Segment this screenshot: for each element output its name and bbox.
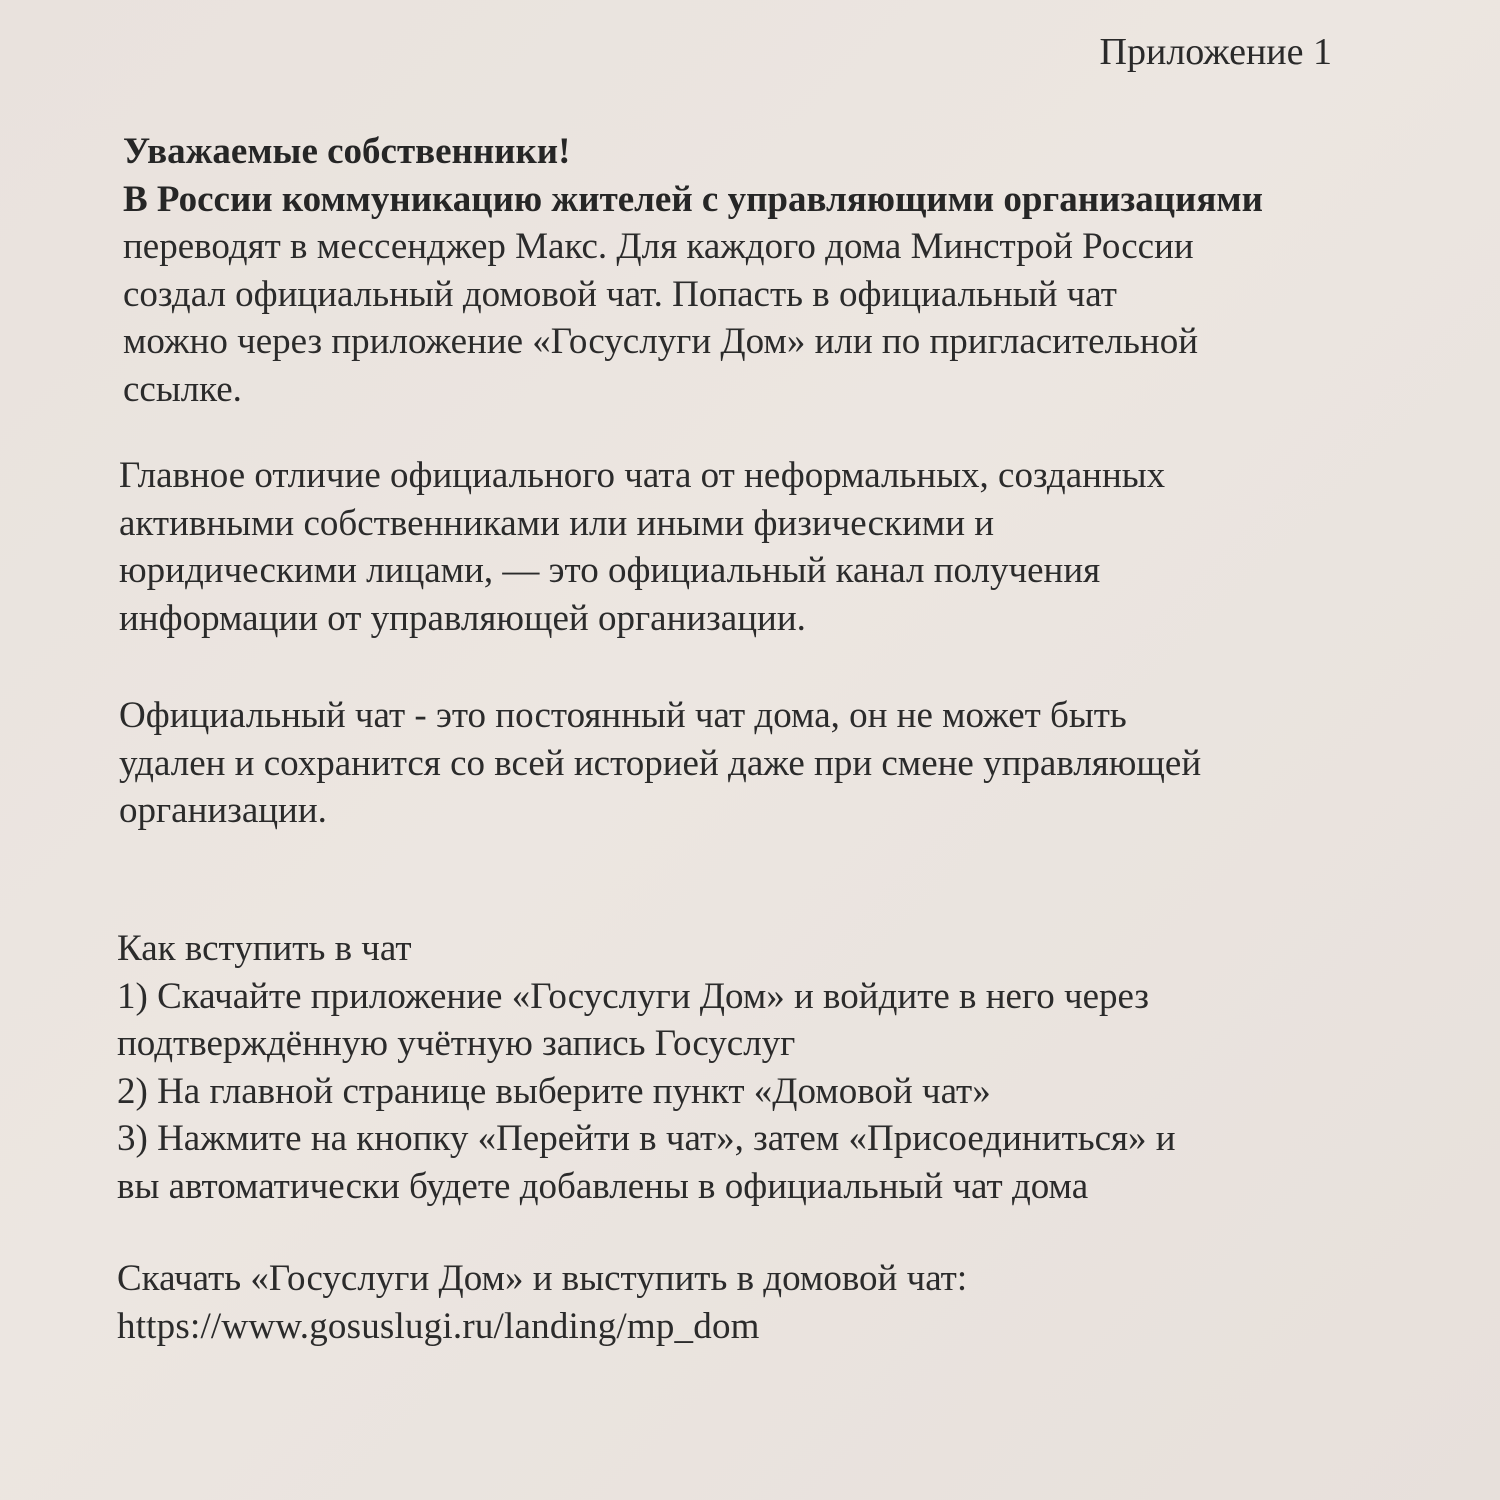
appendix-label: Приложение 1 [1099, 31, 1332, 73]
howto-step-line: 2) На главной странице выберите пункт «Домовой чат» [117, 1070, 991, 1112]
permanence-paragraph [119, 692, 1201, 835]
howto-step-line: 3) Нажмите на кнопку «Перейти в чат», затем «Присоединиться» и [117, 1118, 1176, 1159]
paragraph-line: организации. [119, 790, 327, 831]
howto-section [117, 925, 1176, 1210]
paragraph-line: информации от управляющей организации. [119, 597, 806, 639]
intro-line: В России коммуникацию жителей с управляющими организациями [123, 178, 1263, 220]
paragraph-line: Главное отличие официального чата от неформальных, созданных [119, 455, 1166, 496]
download-text: Скачать «Госуслуги Дом» и выступить в домовой чат: [117, 1258, 968, 1299]
greeting: Уважаемые собственники! [123, 131, 571, 172]
paragraph-line: удален и сохранится со всей историей даже при смене управляющей [119, 742, 1202, 784]
intro-line: можно через приложение «Госуслуги Дом» или по пригласительной [123, 321, 1199, 362]
download-url: https://www.gosuslugi.ru/landing/mp_dom [117, 1305, 760, 1347]
intro-paragraph [123, 128, 1263, 413]
paragraph-line: активными собственниками или иными физическими и [119, 502, 995, 544]
howto-step-line: подтверждённую учётную запись Госуслуг [117, 1023, 796, 1064]
paragraph-line: Официальный чат - это постоянный чат дома, он не может быть [119, 695, 1127, 736]
intro-line: переводят в мессенджер Макс. Для каждого дома Минстрой России [123, 226, 1194, 267]
difference-paragraph [119, 452, 1165, 642]
intro-line: создал официальный домовой чат. Попасть в официальный чат [123, 273, 1117, 315]
howto-title: Как вступить в чат [117, 928, 412, 969]
download-section [117, 1255, 967, 1350]
intro-line: ссылке. [123, 368, 242, 410]
paragraph-line: юридическими лицами, — это официальный канал получения [119, 550, 1101, 591]
howto-step-line: 1) Скачайте приложение «Госуслуги Дом» и войдите в него через [117, 975, 1150, 1017]
howto-step-line: вы автоматически будете добавлены в официальный чат дома [117, 1165, 1089, 1207]
